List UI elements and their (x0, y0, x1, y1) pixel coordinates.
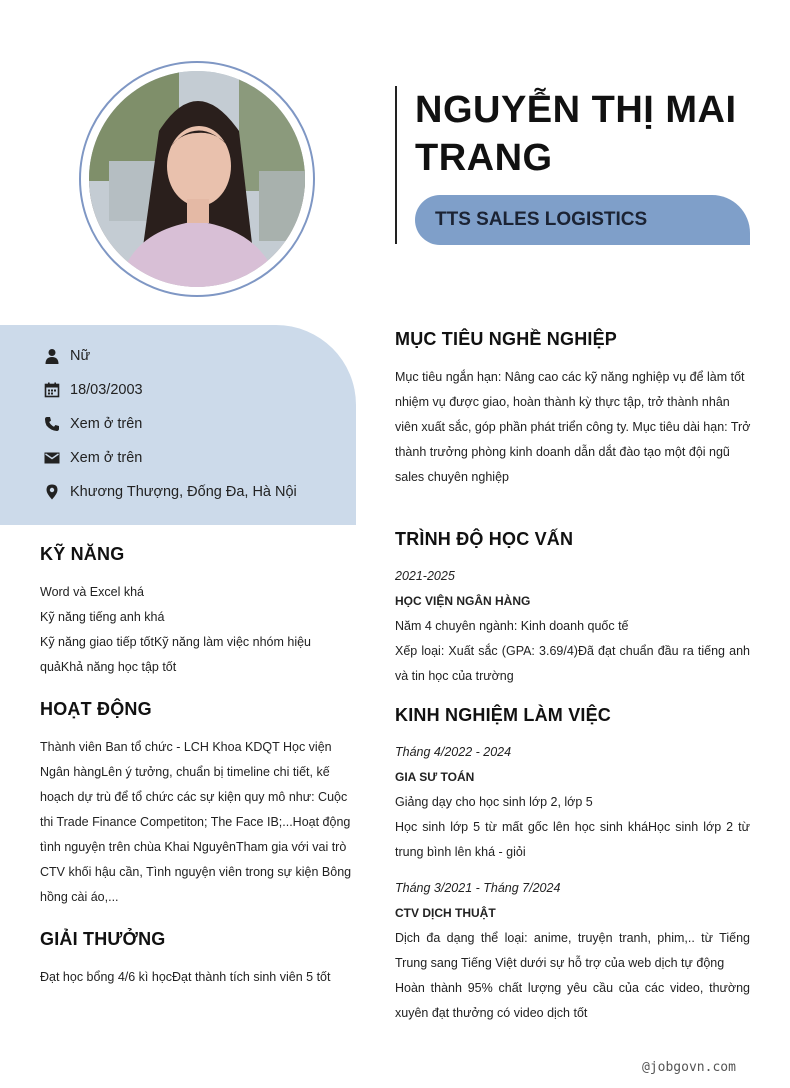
mail-icon (44, 450, 60, 466)
candidate-name: NGUYỄN THỊ MAI TRANG (415, 89, 737, 179)
email-row (44, 446, 142, 470)
school-name: HỌC VIỆN NGÂN HÀNG (395, 594, 531, 608)
job-title: CTV DỊCH THUẬT (395, 906, 496, 920)
activities-text: Thành viên Ban tổ chức - LCH Khoa KDQT Học viện Ngân hàngLên ý tưởng, chuẩn bị timeline chi tiết, kế hoạch dự trù để tổ chức các sự kiện quy mô như: Cuộc thi Trade Finance Competiton; The Face IB;...Hoạt động tình nguyện trên chùa Khai NguyênTham gia với vai trò CTV khối hậu cần, Tình nguyện viên trong sự kiện Bông hồng cài áo,... (40, 740, 352, 904)
phone-value[interactable]: Xem ở trên (70, 416, 143, 432)
gender-row (44, 344, 90, 368)
education-details: Xếp loại: Xuất sắc (GPA: 3.69/4)Đã đạt chuẩn đầu ra tiếng anh và tin học của trường (395, 644, 750, 683)
name-divider (395, 86, 397, 244)
position-label: TTS SALES LOGISTICS (435, 209, 648, 230)
birthdate-value: 18/03/2003 (70, 382, 143, 398)
experience-job (395, 740, 750, 865)
avatar (89, 71, 305, 287)
experience-job (395, 876, 750, 1026)
job-period: Tháng 4/2022 - 2024 (395, 745, 512, 759)
profile-photo (89, 71, 305, 287)
address-value: Khương Thượng, Đống Đa, Hà Nội (70, 484, 297, 500)
address-row (44, 480, 297, 504)
email-value[interactable]: Xem ở trên (70, 450, 143, 466)
activities-heading: HOẠT ĐỘNG (40, 699, 152, 719)
education-major: Năm 4 chuyên ngành: Kinh doanh quốc tế (395, 619, 629, 633)
person-icon (44, 348, 60, 364)
birthdate-row (44, 378, 143, 402)
awards-text: Đạt học bổng 4/6 kì họcĐạt thành tích sinh viên 5 tốt (40, 970, 331, 984)
gender-value: Nữ (70, 348, 91, 364)
skill-item: Kỹ năng tiếng anh khá (40, 610, 165, 624)
skills-list (40, 580, 330, 680)
phone-row (44, 412, 142, 436)
job-achievement: Hoàn thành 95% chất lượng yêu cầu của các video, thường xuyên đạt thưởng có video dịch tốt (395, 981, 750, 1020)
watermark: @jobgovn.com (642, 1060, 736, 1075)
calendar-icon (44, 382, 60, 398)
job-title: GIA SƯ TOÁN (395, 770, 475, 784)
position-tag (415, 195, 750, 245)
job-achievement: Học sinh lớp 5 từ mất gốc lên học sinh kháHọc sinh lớp 2 từ trung bình lên khá - giỏi (395, 820, 750, 859)
education-heading: TRÌNH ĐỘ HỌC VẤN (395, 529, 574, 549)
job-description: Giảng dạy cho học sinh lớp 2, lớp 5 (395, 795, 593, 809)
awards-heading: GIẢI THƯỞNG (40, 929, 166, 949)
skill-item: Word và Excel khá (40, 585, 144, 599)
experience-heading: KINH NGHIỆM LÀM VIỆC (395, 705, 612, 725)
education-block (395, 564, 750, 689)
location-pin-icon (44, 484, 60, 500)
objective-text: Mục tiêu ngắn hạn: Nâng cao các kỹ năng nghiệp vụ để làm tốt nhiệm vụ được giao, hoàn thành kỳ thực tập, trở thành nhân viên xuất sắc, góp phần phát triển công ty. Mục tiêu dài hạn: Trở thành trưởng phòng kinh doanh dẫn dắt đào tạo một đội ngũ sales chuyên nghiệp (395, 370, 751, 484)
phone-icon (44, 416, 60, 432)
job-period: Tháng 3/2021 - Tháng 7/2024 (395, 881, 561, 895)
objective-heading: MỤC TIÊU NGHỀ NGHIỆP (395, 329, 618, 349)
education-period: 2021-2025 (395, 569, 455, 583)
skill-item: Kỹ năng giao tiếp tốtKỹ năng làm việc nhóm hiệu quảKhả năng học tập tốt (40, 635, 312, 674)
skills-heading: KỸ NĂNG (40, 544, 125, 564)
job-description: Dịch đa dạng thể loại: anime, truyện tranh, phim,.. từ Tiếng Trung sang Tiếng Việt dưới sự hỗ trợ của web dịch tự động (395, 931, 750, 970)
